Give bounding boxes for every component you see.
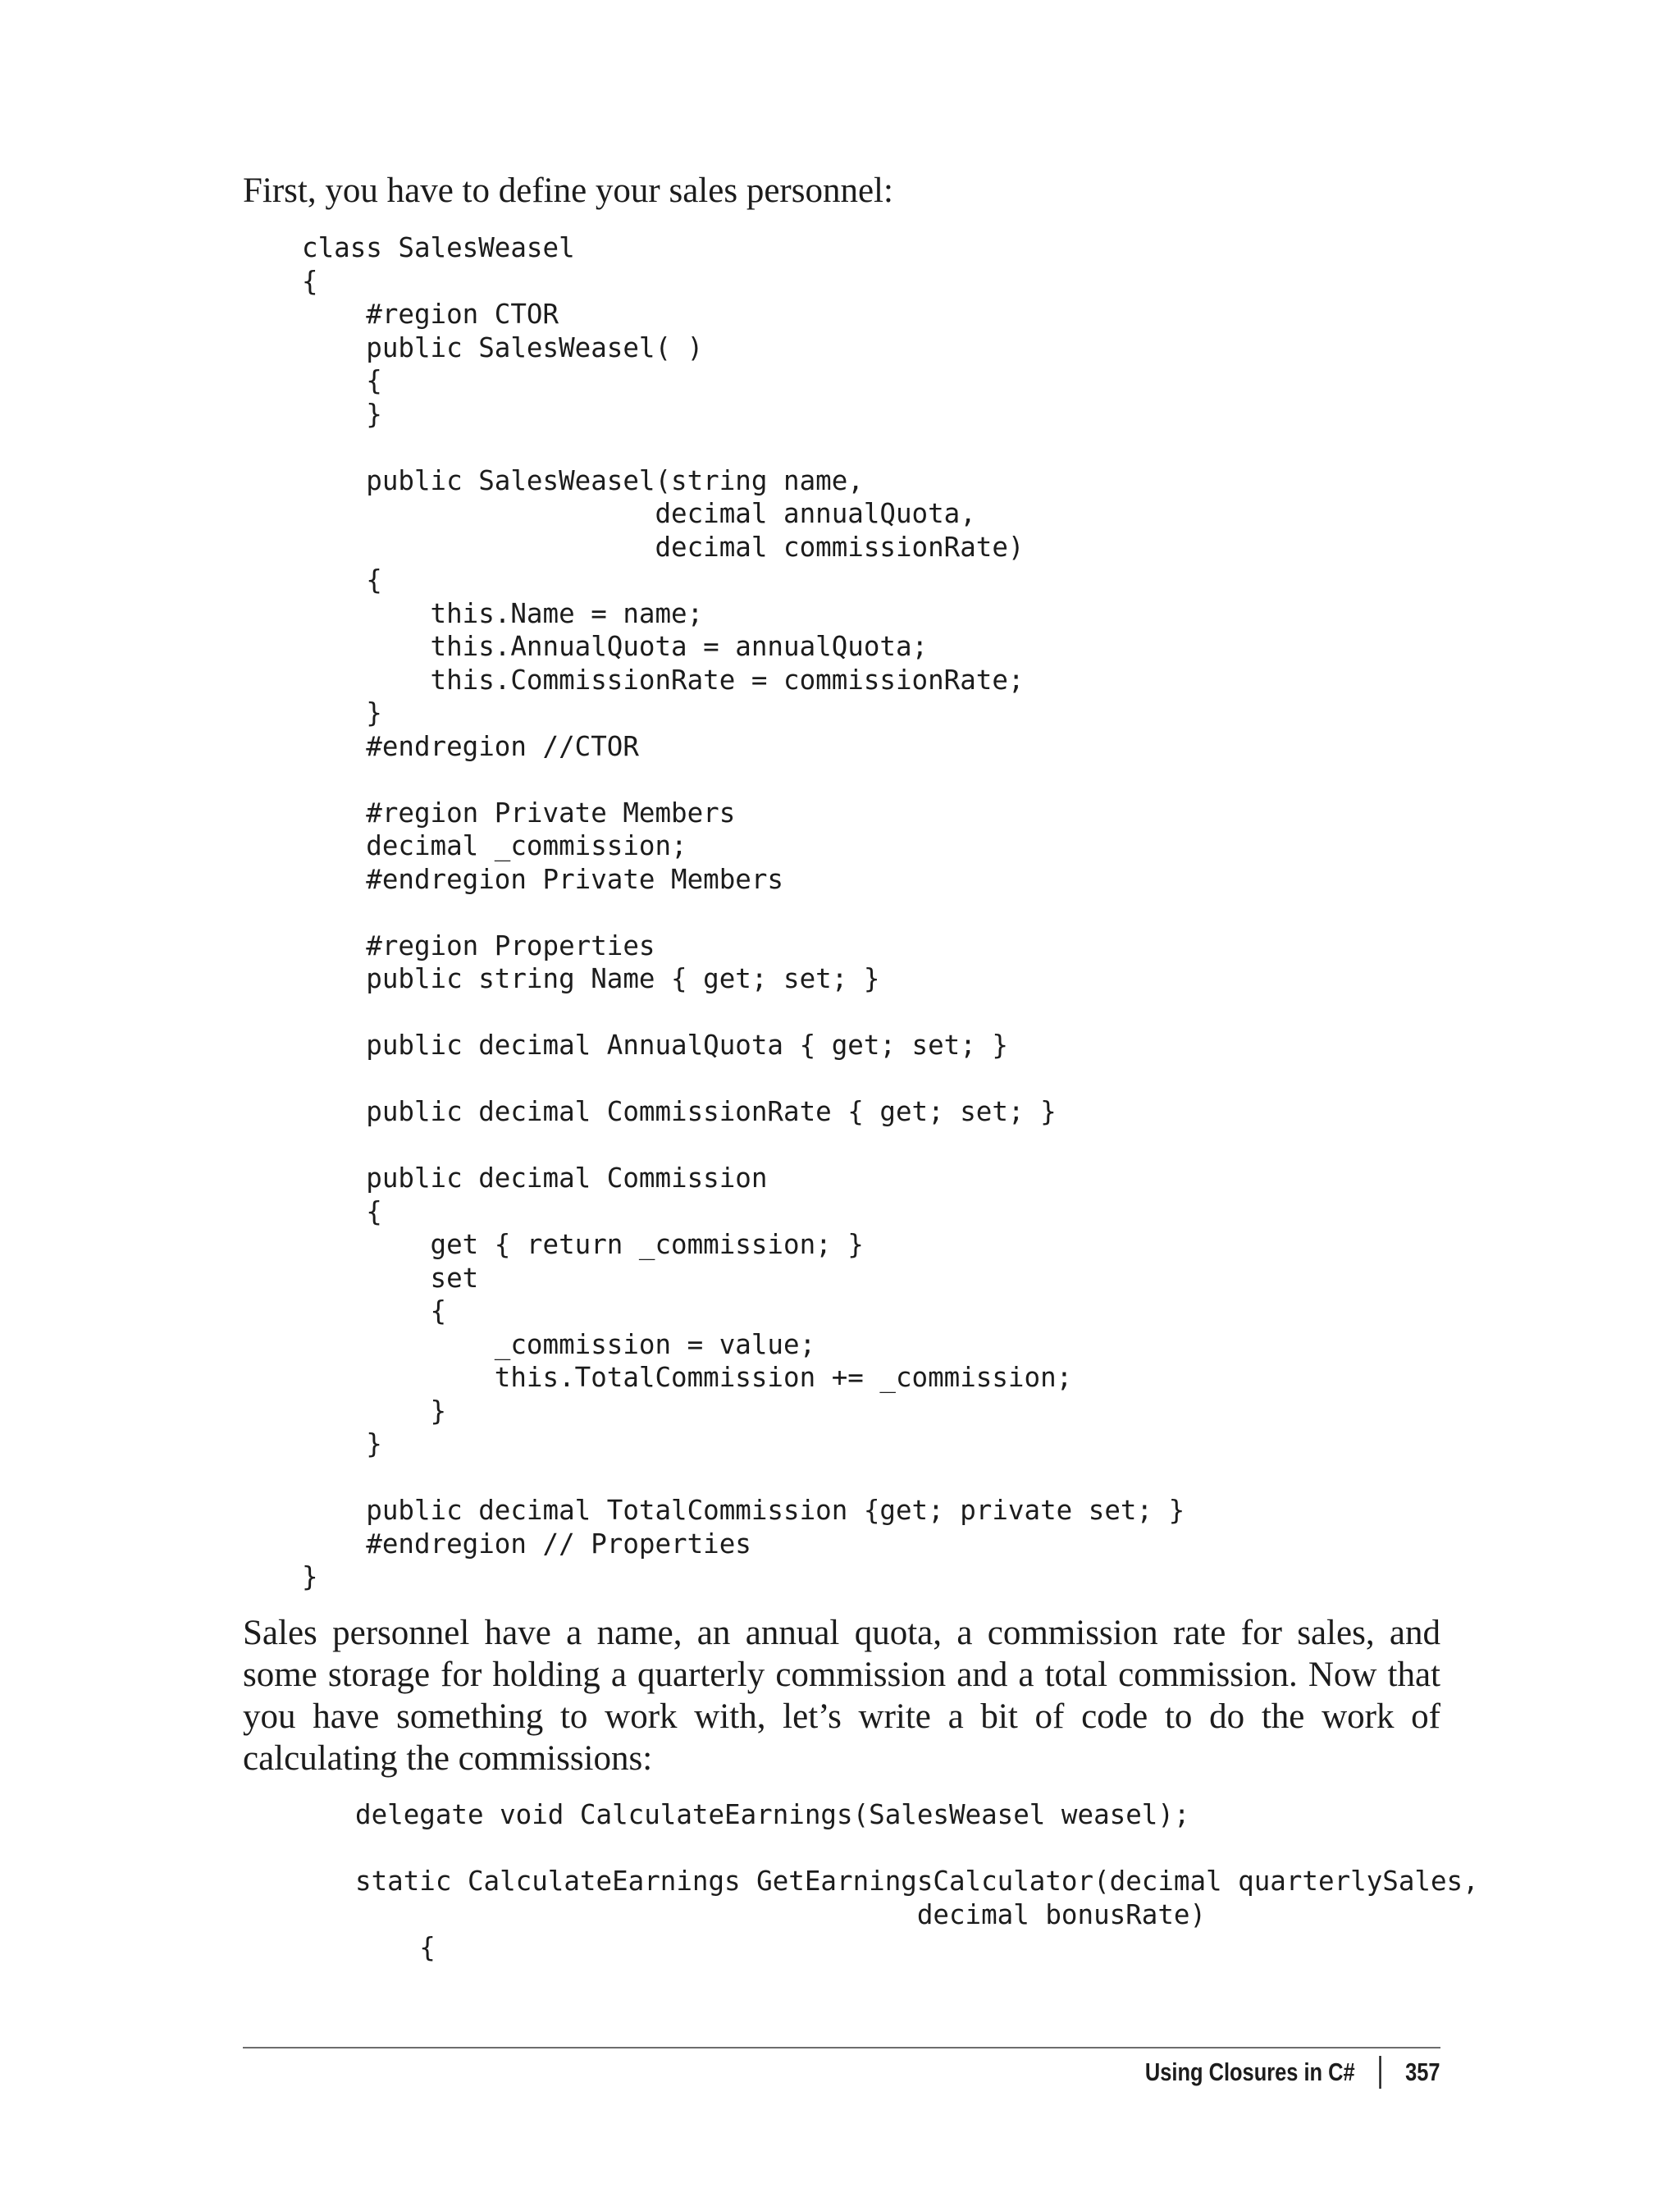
code-block-sales-weasel-class: class SalesWeasel { #region CTOR public SalesWeasel( ) { } public SalesWeasel(string name, decimal annualQuota, decimal commissionRate) { this.Name = name; this.AnnualQuota = annualQuota; this.CommissionRate = commissionRate; } #endregion //CTOR #region Private Members decimal _commission; #endregion Private Members #region Properties public string Name { get; set; } public decimal AnnualQuota { get; set; } public decimal CommissionRate { get; set; } public decimal Commission { get { return _commission; } set { _commission = value; this.TotalCommission += _commission; } } public decimal TotalCommission {get; private set; } #endregion // Properties }	[302, 232, 1185, 1592]
code-block-earnings-calculator: delegate void CalculateEarnings(SalesWeasel weasel); static CalculateEarnings GetEarningsCalculator(decimal quarterlySales, decimal bonusRate) {	[355, 1799, 1479, 1963]
page-number: 357	[1405, 2058, 1440, 2086]
body-paragraph: Sales personnel have a name, an annual quota, a commission rate for sales, and some storage for holding a quarterly commission and a total commission. Now that you have something to work with, let’s write a bit of code to do the work of calculating the commissions:	[243, 1614, 1440, 1778]
footer-divider	[243, 2047, 1440, 2048]
footer-separator	[1380, 2056, 1381, 2089]
page-footer	[1145, 2052, 1440, 2093]
footer-section-title: Using Closures in C#	[1145, 2058, 1356, 2086]
intro-paragraph: First, you have to define your sales personnel:	[243, 171, 893, 210]
